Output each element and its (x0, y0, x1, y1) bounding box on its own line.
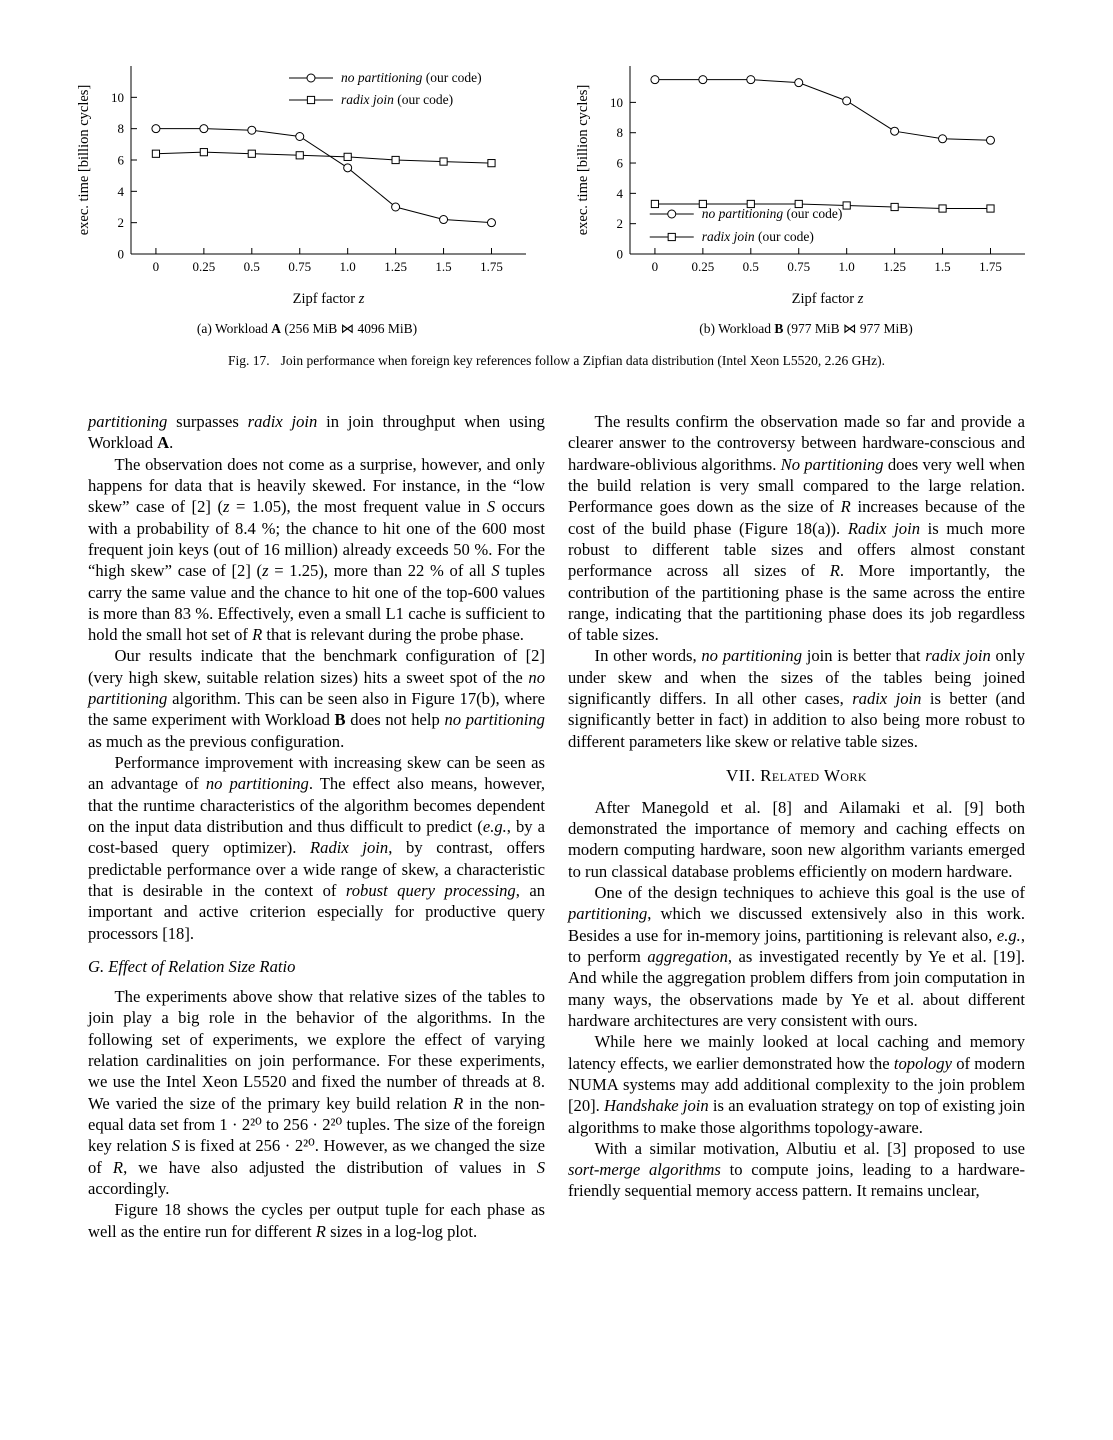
text-segment: = 1.25), more than 22 % of all (268, 561, 492, 581)
svg-text:4: 4 (616, 185, 623, 201)
text-segment: z (223, 497, 230, 517)
text-segment: sort-merge algorithms (568, 1160, 721, 1180)
section-heading: VII. Related Work (726, 766, 867, 785)
paragraph (568, 1031, 1025, 1138)
text-segment: z (262, 561, 269, 581)
text-segment: only under skew and when the sizes of the tables being joined significantly differs. In all other cases, (568, 646, 1025, 709)
paragraph (568, 882, 1025, 1031)
svg-text:radix join (our code): radix join (our code) (701, 229, 814, 244)
paragraph (88, 411, 545, 454)
text-segment: , by a cost-based query optimizer). (88, 816, 545, 858)
subcaption-b (699, 321, 913, 337)
text-segment: e.g. (482, 816, 507, 836)
figure-caption-text: Join performance when foreign key references follow a Zipfian data distribution (Intel Xeon L5520, 2.26 GHz). (280, 353, 885, 368)
figure-17 (0, 0, 1113, 337)
svg-text:8: 8 (616, 125, 623, 141)
text-segment: tuples carry the same value and the chance to hit one of the top-600 values is more than 83 %. Effectively, even a small L1 cache is sufficient to hold the small hot set of (88, 561, 545, 645)
text-segment: aggregation (647, 947, 728, 967)
text-segment: The experiments above show that relative sizes of the tables to join play a big role in the behavior of the algorithms. In the following set of experiments, we explore the effect of varying relation cardinalities on join performance. For these experiments, we use the Intel Xeon L5520 and fixed the number of threads at 8. We varied the size of the primary key build relation (88, 987, 545, 1113)
svg-text:6: 6 (117, 152, 124, 168)
text-segment: accordingly. (88, 1178, 170, 1198)
text-segment: no partitioning (701, 646, 802, 666)
text-segment: sizes in a log-log plot. (325, 1221, 478, 1241)
text-segment: = 1.05), the most frequent value in (229, 497, 487, 517)
text-segment: A (157, 433, 170, 453)
text-segment: radix join (852, 689, 922, 709)
text-segment: topology (893, 1053, 952, 1073)
svg-text:6: 6 (616, 155, 623, 171)
text-segment: B (334, 710, 346, 730)
text-segment: to compute joins, leading to a hardware-friendly sequential memory access pattern. It remains unclear, (568, 1160, 1025, 1201)
svg-text:exec. time [billion cycles]: exec. time [billion cycles] (574, 84, 591, 236)
text-segment: In other words, (594, 646, 702, 666)
text-segment: (a) Workload (196, 321, 272, 336)
text-segment: A (271, 321, 281, 336)
paragraph (568, 1138, 1025, 1202)
text-segment: , by contrast, offers predictable performance over a wide range of skew, a characteristic that is desirable in the context of (88, 838, 546, 900)
text-segment: R (112, 1157, 124, 1177)
figure-caption (0, 353, 1113, 369)
text-segment: e.g. (996, 925, 1021, 945)
text-segment: , to perform (568, 925, 1025, 967)
svg-text:0.75: 0.75 (786, 259, 810, 274)
svg-text:exec. time [billion cycles]: exec. time [billion cycles] (75, 84, 92, 236)
text-segment: S (486, 497, 496, 517)
text-segment: The observation does not come as a surprise, however, and only happens for data that is heavily skewed. For instance, in the “low skew” case of [2] ( (88, 454, 545, 517)
svg-text:radix join (our code): radix join (our code) (340, 92, 453, 107)
text-segment: is much more robust to different table sizes and offers almost constant performance across all sizes of (568, 518, 1026, 581)
text-segment: The results confirm the observation made so far and provide a clearer answer to the controversy between hardware-conscious and hardware-oblivious algorithms. (568, 412, 1025, 474)
svg-text:10: 10 (609, 94, 623, 110)
text-segment: in the non-equal data set from 1 · 2²⁰ to 256 · 2²⁰ tuples. The size of the foreign key relation (88, 1093, 545, 1156)
body-columns (0, 411, 1113, 1242)
text-segment: as much as the previous configuration. (88, 731, 345, 751)
text-segment: B (774, 321, 784, 336)
paragraph (568, 411, 1025, 645)
text-segment: Handshake join (604, 1096, 709, 1116)
figure-caption-label: Fig. 17. (228, 353, 270, 368)
svg-text:0.5: 0.5 (243, 259, 260, 274)
paragraph (88, 986, 545, 1199)
text-segment: Our results indicate that the benchmark configuration of [2] (very high skew, suitable relation sizes) hits a sweet spot of the (88, 646, 545, 687)
svg-text:1.0: 1.0 (838, 259, 855, 274)
text-segment: While here we mainly looked at local caching and memory latency effects, we earlier demonstrated how the (568, 1032, 1025, 1073)
text-segment: occurs with a probability of 8.4 %; the chance to hit one of the 600 most frequent join keys (out of 16 million) already exceeds 50 %. For the “high skew” case of [2] ( (88, 497, 545, 581)
svg-text:2: 2 (117, 215, 124, 231)
text-segment: R (840, 497, 851, 517)
paragraph (568, 797, 1025, 882)
section-heading: G. Effect of Relation Size Ratio (88, 956, 296, 976)
subcaption-a (197, 321, 417, 337)
chart-block-a (75, 54, 540, 337)
text-segment: no partitioning (205, 774, 309, 794)
text-segment: S (171, 1136, 181, 1156)
svg-text:10: 10 (110, 89, 124, 105)
svg-text:Zipf factor z: Zipf factor z (292, 291, 364, 307)
text-segment: R (252, 625, 263, 645)
text-segment: One of the design techniques to achieve this goal is the use of (594, 883, 1025, 903)
left-column (88, 411, 545, 1242)
text-segment: partitioning (568, 904, 648, 924)
svg-text:0: 0 (117, 246, 124, 262)
text-segment: no partitioning (88, 667, 545, 709)
text-segment: is better (and significantly better in fact) in addition to also being more robust to different parameters like skew or relative table sizes. (568, 689, 1025, 751)
text-segment: (977 MiB ⋈ 977 MiB) (783, 321, 913, 336)
text-segment: radix join (247, 412, 318, 431)
text-segment: No partitioning (780, 454, 884, 474)
text-segment: that is relevant during the probe phase. (262, 625, 524, 645)
svg-text:1.25: 1.25 (882, 259, 906, 274)
text-segment: S (491, 561, 500, 581)
paragraph (88, 645, 545, 752)
text-segment: . The effect also means, however, that the runtime characteristics of the algorithm becomes dependent on the input data distribution and thus difficult to predict ( (88, 774, 545, 836)
paragraph (568, 645, 1025, 752)
text-segment: , we have also adjusted the distribution of values in (123, 1157, 537, 1177)
text-segment: . More importantly, the contribution of the partitioning phase is the same across the entire range, indicating that the partitioning phase does its job regardless of table sizes. (568, 561, 1025, 645)
svg-text:4: 4 (117, 183, 124, 199)
svg-text:8: 8 (117, 121, 124, 137)
svg-text:0.25: 0.25 (690, 259, 714, 274)
svg-text:1.0: 1.0 (339, 259, 356, 274)
text-segment: R (315, 1221, 326, 1241)
paragraph (88, 454, 545, 646)
svg-text:no partitioning (our code): no partitioning (our code) (701, 206, 842, 221)
text-segment: radix join (925, 646, 991, 666)
text-segment: no partitioning (444, 710, 545, 730)
chart-workload-a (75, 54, 540, 312)
text-segment: increases because of the cost of the build phase (Figure 18(a)). (568, 497, 1025, 538)
text-segment: (b) Workload (699, 321, 775, 336)
text-segment: surpasses (167, 412, 248, 431)
svg-text:0: 0 (616, 246, 623, 262)
text-segment: does not help (345, 710, 445, 730)
text-segment: R (453, 1093, 464, 1113)
svg-text:1.5: 1.5 (434, 259, 452, 274)
svg-text:Zipf factor z: Zipf factor z (791, 291, 863, 307)
text-segment: Performance improvement with increasing skew can be seen as an advantage of (88, 753, 545, 794)
svg-text:1.5: 1.5 (933, 259, 951, 274)
text-segment: is fixed at 256 · 2²⁰. However, as we changed the size of (88, 1136, 546, 1177)
paragraph (88, 1199, 545, 1242)
paragraph (88, 752, 545, 944)
text-segment: S (536, 1157, 545, 1177)
svg-text:0.5: 0.5 (742, 259, 759, 274)
text-segment: . (169, 433, 174, 453)
svg-text:1.75: 1.75 (479, 259, 503, 274)
right-column (568, 411, 1025, 1242)
text-segment: After Manegold et al. [8] and Ailamaki et al. [9] both demonstrated the importance of memory and caching effects on modern computing hardware, soon new algorithm variants emerged to run classical database problems efficiently on modern hardware. (568, 797, 1025, 881)
svg-text:0: 0 (152, 259, 159, 274)
text-segment: With a similar motivation, Albutiu et al. [3] proposed to use (594, 1138, 1025, 1158)
text-segment: , as investigated recently by Ye et al. [19]. And while the aggregation problem differs from join computation in many ways, the observations made by Ye et al. about different hardware architectures are very consistent with ours. (568, 947, 1025, 1030)
text-segment: Figure 18 shows the cycles per output tuple for each phase as well as the entire run for different (88, 1200, 545, 1241)
text-segment: Radix join (847, 518, 921, 538)
chart-block-b (574, 54, 1039, 337)
text-segment: robust query processing (345, 880, 516, 900)
svg-text:0.25: 0.25 (191, 259, 215, 274)
text-segment: partitioning (88, 412, 168, 431)
text-segment: , an important and active criterion especially for productive query processors [18]. (88, 880, 545, 943)
svg-text:1.75: 1.75 (978, 259, 1002, 274)
svg-text:1.25: 1.25 (383, 259, 407, 274)
text-segment: (256 MiB ⋈ 4096 MiB) (281, 321, 418, 336)
text-segment: in join throughput when using Workload (88, 412, 545, 453)
text-segment: join is better that (802, 646, 926, 666)
svg-text:no partitioning (our code): no partitioning (our code) (340, 70, 482, 85)
chart-workload-b (574, 54, 1039, 312)
text-segment: algorithm. This can be seen also in Figure 17(b), where the same experiment with Workload (88, 689, 545, 730)
text-segment: R (829, 561, 840, 581)
svg-text:2: 2 (616, 216, 623, 232)
text-segment: , which we discussed extensively also in this work. Besides a use for in-memory joins, partitioning is relevant also, (568, 904, 1025, 945)
text-segment: is an evaluation strategy on top of existing join algorithms to make those algorithms topology-aware. (568, 1096, 1025, 1137)
text-segment: does very well when the build relation is very small compared to the large relation. Performance goes down as the size of (568, 454, 1025, 517)
text-segment: of modern NUMA systems may add additional complexity to the join problem [20]. (568, 1053, 1025, 1116)
svg-text:0.75: 0.75 (287, 259, 311, 274)
text-segment: Radix join (310, 838, 389, 858)
svg-text:0: 0 (651, 259, 658, 274)
